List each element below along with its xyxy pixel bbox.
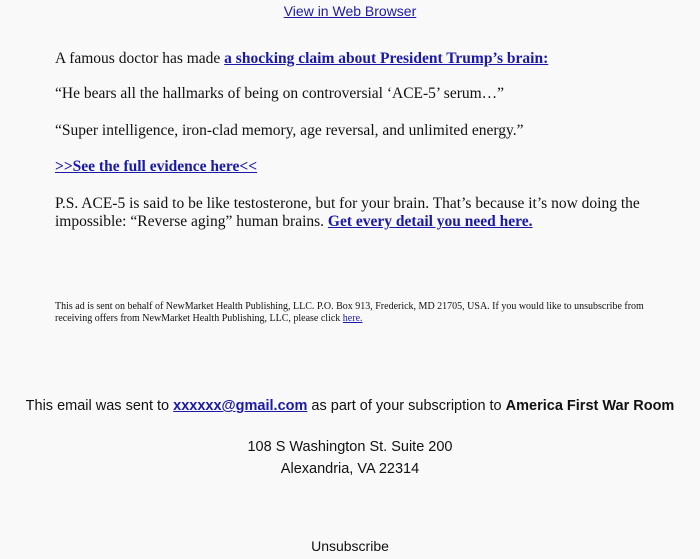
recipient-email-link[interactable]: xxxxxx@gmail.com (173, 398, 308, 414)
get-details-link[interactable]: Get every detail you need here. (327, 213, 533, 230)
ad-disclaimer (55, 301, 655, 325)
intro-text: A famous doctor has made (55, 50, 225, 67)
ps-paragraph (55, 195, 655, 231)
publication-name: America First War Room (505, 398, 675, 414)
disclaimer-text: This ad is sent on behalf of NewMarket Health Publishing, LLC. P.O. Box 913, Frederick, MD 21705, USA. If you would like to unsubscribe from receiving offers from NewMarket Health Publishing, LLC, please click (55, 301, 644, 324)
intro-paragraph (55, 50, 548, 68)
quote-paragraph-2: “Super intelligence, iron-clad memory, age reversal, and unlimited energy.” (55, 122, 524, 139)
subscription-notice (0, 398, 700, 414)
quote-paragraph-1: “He bears all the hallmarks of being on controversial ‘ACE-5’ serum…” (55, 85, 505, 102)
address-line-2: Alexandria, VA 22314 (280, 461, 420, 477)
ps-text: P.S. ACE-5 is said to be like testosterone, but for your brain. That’s because it’s now doing the impossible: “Reverse aging” human brains. (55, 195, 640, 230)
view-in-browser-link[interactable]: View in Web Browser (283, 3, 417, 19)
disclaimer-unsubscribe-link[interactable]: here. (342, 313, 363, 324)
evidence-paragraph (55, 158, 257, 176)
full-evidence-link[interactable]: >>See the full evidence here<< (55, 158, 258, 175)
shocking-claim-link[interactable]: a shocking claim about President Trump’s brain: (224, 50, 549, 67)
sent-middle-text: as part of your subscription to (307, 398, 506, 414)
address-line-1: 108 S Washington St. Suite 200 (247, 439, 453, 455)
view-in-browser-bar (0, 3, 700, 19)
unsubscribe-link[interactable]: Unsubscribe (311, 538, 389, 554)
sent-prefix-text: This email was sent to (25, 398, 174, 414)
